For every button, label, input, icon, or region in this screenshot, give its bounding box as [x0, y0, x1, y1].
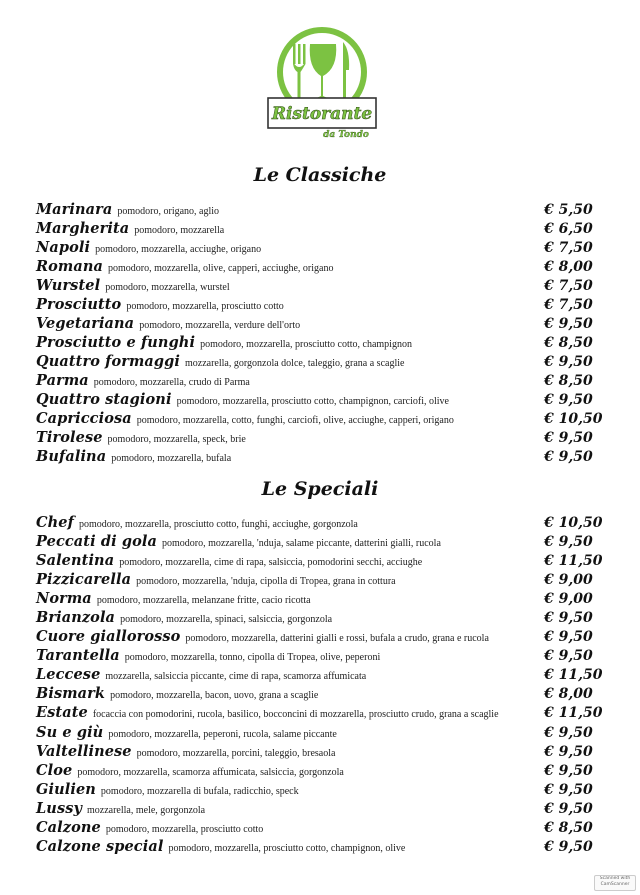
- menu-item-price: € 8,50: [544, 819, 593, 836]
- menu-item-description: mozzarella, salsiccia piccante, cime di rapa, scamorza affumicata: [105, 671, 367, 683]
- menu-item-description: pomodoro, mozzarella, cotto, funghi, carciofi, olive, acciughe, capperi, origano: [136, 415, 454, 426]
- menu-item-name: Margherita: [36, 220, 130, 237]
- menu-item: [36, 646, 596, 665]
- menu-item-description: pomodoro, mozzarella, bufala: [111, 453, 232, 464]
- menu-item-price: € 9,50: [544, 392, 593, 408]
- menu-item: [36, 295, 596, 314]
- menu-item-name: Lussy: [36, 799, 82, 817]
- menu-item: [36, 799, 596, 818]
- menu-item: [36, 219, 596, 238]
- menu-item: [36, 238, 596, 257]
- menu-item: [36, 703, 603, 722]
- menu-item-price: € 7,50: [544, 297, 593, 313]
- menu-item-name: Cuore giallorosso: [36, 628, 181, 646]
- menu-item-name: Capricciosa: [36, 410, 132, 427]
- menu-item-price: € 9,50: [544, 724, 593, 741]
- menu-item: [36, 532, 596, 551]
- menu-item-name: Su e giù: [36, 723, 104, 741]
- menu-item-name: Vegetariana: [36, 315, 135, 332]
- menu-item: [36, 333, 596, 352]
- menu-item: [36, 723, 596, 742]
- section-title-speciali: Le Speciali: [261, 478, 379, 500]
- menu-item: [36, 447, 596, 466]
- wine-glass-fork-knife-icon: [266, 20, 378, 145]
- menu-item-name: Prosciutto: [36, 296, 122, 313]
- menu-item: [36, 761, 596, 780]
- menu-item-description: pomodoro, mozzarella, prosciutto cotto, funghi, acciughe, gorgonzola: [78, 519, 358, 530]
- menu-item-description: pomodoro, mozzarella, datterini gialli e rossi, bufala a crudo, grana e rucola: [185, 633, 489, 645]
- menu-item-description: pomodoro, mozzarella di bufala, radicchio, speck: [100, 785, 299, 797]
- menu-item-price: € 5,50: [544, 202, 593, 218]
- scanner-badge-line1: Scanned with: [599, 876, 631, 881]
- menu-item-name: Norma: [36, 590, 92, 608]
- menu-item-price: € 11,50: [544, 553, 603, 570]
- menu-item-name: Romana: [36, 258, 103, 275]
- menu-item: [36, 589, 596, 608]
- menu-item-name: Tarantella: [36, 647, 120, 665]
- menu-item-name: Bismark: [36, 685, 106, 703]
- menu-item-description: pomodoro, mozzarella, spinaci, salsiccia, gorgonzola: [120, 614, 333, 626]
- menu-item-price: € 9,50: [544, 430, 593, 446]
- menu-item-description: pomodoro, mozzarella, prosciutto cotto, champignon, olive: [168, 842, 406, 854]
- menu-item: [36, 665, 603, 684]
- menu-item-price: € 8,00: [544, 259, 593, 275]
- menu-item: [36, 371, 596, 390]
- menu-item-name: Brianzola: [36, 609, 116, 627]
- menu-item-description: pomodoro, mozzarella: [134, 225, 225, 236]
- menu-item-price: € 10,50: [544, 515, 603, 531]
- menu-item-name: Parma: [36, 372, 89, 389]
- menu-item: [36, 818, 596, 837]
- menu-item-price: € 9,00: [544, 572, 593, 589]
- menu-item-description: focaccia con pomodorini, rucola, basilico, bocconcini di mozzarella, prosciutto crudo, grana a scaglie: [92, 709, 499, 721]
- menu-item-name: Quattro stagioni: [36, 391, 172, 408]
- menu-item-name: Marinara: [36, 201, 113, 218]
- section-title-classiche: Le Classiche: [253, 164, 387, 186]
- scanner-badge-line2: CamScanner: [600, 882, 630, 887]
- menu-item-name: Pizzicarella: [36, 571, 132, 589]
- menu-item-description: pomodoro, mozzarella, peperoni, rucola, salame piccante: [108, 728, 337, 740]
- menu-item-price: € 8,00: [544, 686, 593, 703]
- menu-item-description: mozzarella, mele, gorgonzola: [87, 804, 206, 816]
- menu-item-description: pomodoro, mozzarella, scamorza affumicata, salsiccia, gorgonzola: [77, 766, 344, 778]
- menu-item: [36, 276, 596, 295]
- menu-item-description: pomodoro, mozzarella, tonno, cipolla di Tropea, olive, peperoni: [124, 652, 381, 664]
- menu-item-name: Estate: [36, 704, 88, 722]
- menu-item: [36, 780, 596, 799]
- menu-item-name: Chef: [36, 514, 74, 531]
- menu-item-price: € 9,50: [544, 838, 593, 855]
- menu-item: [36, 352, 596, 371]
- menu-item-description: pomodoro, origano, aglio: [117, 206, 220, 217]
- menu-item-description: pomodoro, mozzarella, verdure dell'orto: [139, 320, 301, 331]
- menu-item-name: Valtellinese: [36, 742, 132, 760]
- menu-item-price: € 9,50: [544, 534, 593, 551]
- menu-item-name: Salentina: [36, 552, 115, 570]
- menu-item-description: pomodoro, mozzarella, crudo di Parma: [93, 377, 250, 388]
- menu-item-price: € 10,50: [544, 411, 603, 427]
- menu-item: [36, 551, 603, 570]
- menu-item-name: Wurstel: [36, 277, 101, 294]
- menu-item: [36, 257, 596, 276]
- menu-item-name: Giulien: [36, 780, 96, 798]
- brand-subname: da Tondo: [323, 130, 369, 140]
- scanner-badge: [594, 875, 636, 891]
- menu-list-speciali: [36, 513, 603, 856]
- menu-item-name: Cloe: [36, 761, 73, 779]
- menu-item-description: pomodoro, mozzarella, bacon, uovo, grana a scaglie: [110, 690, 319, 702]
- menu-item: [36, 742, 596, 761]
- menu-item-name: Tirolese: [36, 429, 103, 446]
- menu-item: [36, 837, 596, 856]
- menu-item-description: pomodoro, mozzarella, prosciutto cotto: [105, 823, 264, 835]
- menu-item: [36, 200, 596, 219]
- menu-item-description: pomodoro, mozzarella, prosciutto cotto, champignon: [200, 339, 412, 350]
- menu-item-price: € 7,50: [544, 278, 593, 294]
- menu-item-price: € 6,50: [544, 221, 593, 237]
- menu-item: [36, 684, 596, 703]
- menu-item-price: € 9,50: [544, 449, 593, 465]
- menu-item: [36, 608, 596, 627]
- menu-item-price: € 9,50: [544, 316, 593, 332]
- menu-item-description: pomodoro, mozzarella, melanzane fritte, cacio ricotta: [96, 595, 311, 607]
- menu-item-name: Prosciutto e funghi: [36, 334, 196, 351]
- menu-list-classiche: [36, 200, 603, 466]
- menu-item-price: € 8,50: [544, 335, 593, 351]
- menu-item-name: Peccati di gola: [36, 533, 157, 551]
- menu-item-name: Leccese: [36, 666, 101, 684]
- menu-item-description: mozzarella, gorgonzola dolce, taleggio, grana a scaglie: [185, 358, 405, 369]
- menu-item-name: Calzone: [36, 818, 101, 836]
- menu-item-name: Napoli: [36, 239, 91, 256]
- menu-item: [36, 513, 603, 532]
- menu-item-price: € 9,50: [544, 800, 593, 817]
- menu-item-price: € 9,50: [544, 629, 593, 646]
- menu-item-price: € 9,50: [544, 762, 593, 779]
- menu-item-price: € 9,00: [544, 591, 593, 608]
- menu-item-price: € 9,50: [544, 354, 593, 370]
- menu-item: [36, 314, 596, 333]
- menu-item-price: € 9,50: [544, 648, 593, 665]
- menu-item: [36, 570, 596, 589]
- menu-item-name: Calzone special: [36, 837, 164, 855]
- menu-item-price: € 9,50: [544, 781, 593, 798]
- menu-item-name: Bufalina: [36, 448, 107, 465]
- menu-item-price: € 9,50: [544, 743, 593, 760]
- menu-item-name: Quattro formaggi: [36, 353, 180, 370]
- menu-item-price: € 11,50: [544, 705, 603, 722]
- menu-item-description: pomodoro, mozzarella, olive, capperi, acciughe, origano: [108, 263, 334, 274]
- menu-item-description: pomodoro, mozzarella, speck, brie: [107, 434, 246, 445]
- menu-item: [36, 409, 603, 428]
- menu-item-description: pomodoro, mozzarella, wurstel: [105, 282, 230, 293]
- menu-item: [36, 428, 596, 447]
- menu-item: [36, 390, 596, 409]
- menu-item-description: pomodoro, mozzarella, prosciutto cotto: [126, 301, 284, 312]
- restaurant-logo: [266, 20, 378, 145]
- menu-item-price: € 9,50: [544, 610, 593, 627]
- menu-item-price: € 11,50: [544, 667, 603, 684]
- brand-name: Ristorante: [271, 104, 373, 124]
- menu-item-description: pomodoro, mozzarella, porcini, taleggio, bresaola: [136, 747, 336, 759]
- menu-item: [36, 627, 596, 646]
- menu-item-description: pomodoro, mozzarella, 'nduja, salame piccante, datterini gialli, rucola: [161, 538, 441, 550]
- menu-item-description: pomodoro, mozzarella, cime di rapa, salsiccia, pomodorini secchi, acciughe: [119, 557, 423, 569]
- menu-item-description: pomodoro, mozzarella, acciughe, origano: [95, 244, 262, 255]
- menu-item-description: pomodoro, mozzarella, 'nduja, cipolla di Tropea, grana in cottura: [136, 576, 396, 588]
- menu-item-price: € 8,50: [544, 373, 593, 389]
- menu-item-description: pomodoro, mozzarella, prosciutto cotto, champignon, carciofi, olive: [176, 396, 449, 407]
- menu-item-price: € 7,50: [544, 240, 593, 256]
